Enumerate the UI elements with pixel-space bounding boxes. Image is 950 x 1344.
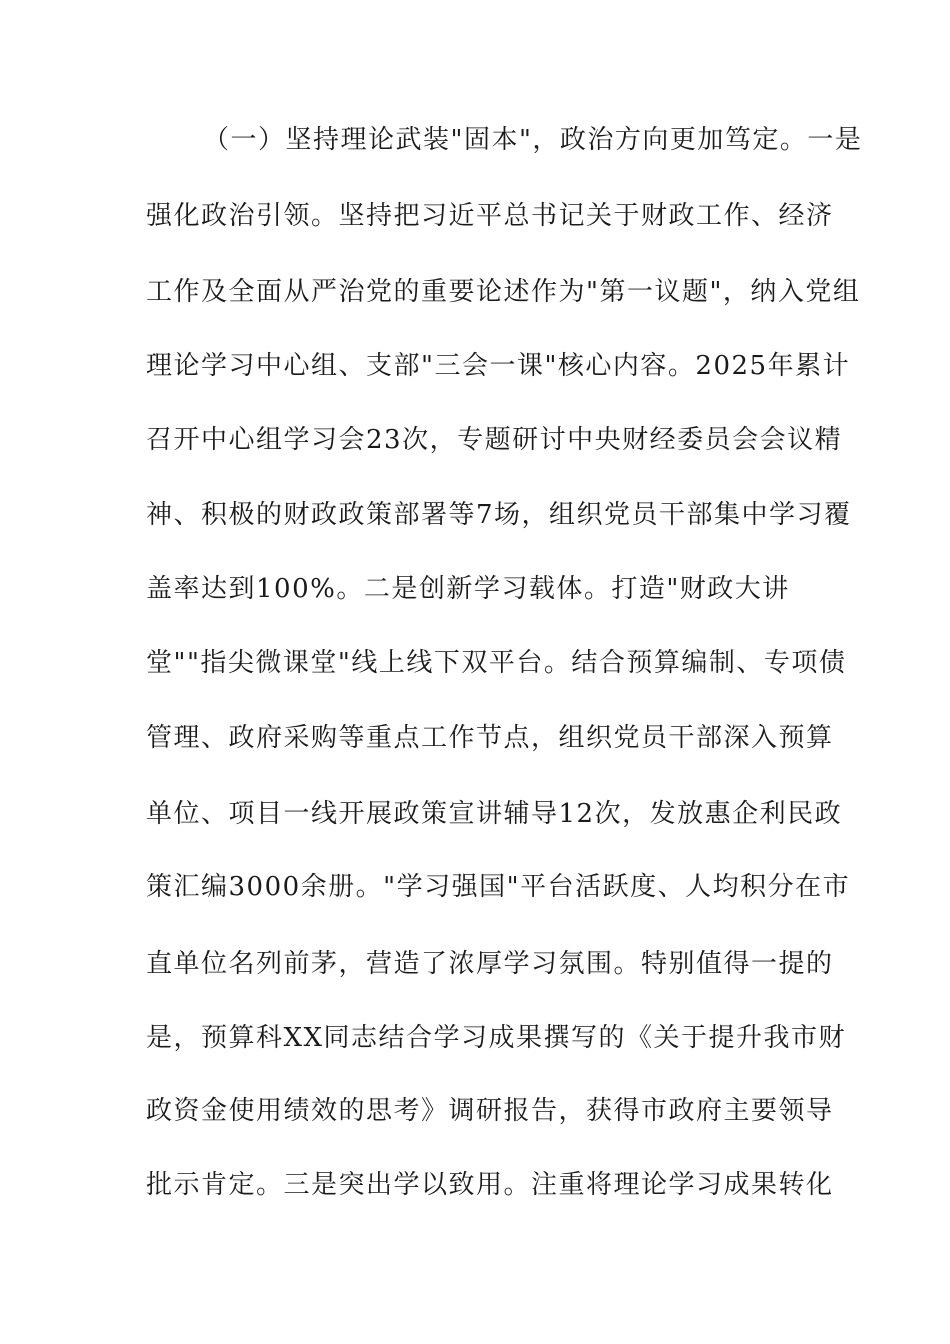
paragraph-line-12: 直单位名列前茅，营造了浓厚学习氛围。特别值得一提的 [146,949,834,979]
paragraph-line-2: 强化政治引领。坚持把习近平总书记关于财政工作、经济 [146,201,834,231]
paragraph-line-13: 是，预算科XX同志结合学习成果撰写的《关于提升我市财 [146,1023,847,1053]
paragraph-line-4: 理论学习中心组、支部"三会一课"核心内容。2025年累计 [146,351,851,381]
paragraph-line-1: （一）坚持理论武装"固本"，政治方向更加笃定。一是 [203,125,863,155]
paragraph-line-11: 策汇编3000余册。"学习强国"平台活跃度、人均积分在市 [146,872,851,902]
paragraph-line-8: 堂""指尖微课堂"线上线下双平台。结合预算编制、专项债 [146,648,847,678]
paragraph-line-3: 工作及全面从严治党的重要论述作为"第一议题"，纳入党组 [146,277,861,307]
paragraph-line-14: 政资金使用绩效的思考》调研报告，获得市政府主要领导 [146,1096,834,1126]
paragraph-line-5: 召开中心组学习会23次，专题研讨中央财经委员会会议精 [146,425,843,455]
paragraph-line-9: 管理、政府采购等重点工作节点，组织党员干部深入预算 [146,723,834,753]
paragraph-line-7: 盖率达到100%。二是创新学习载体。打造"财政大讲 [146,574,790,604]
paragraph-line-15: 批示肯定。三是突出学以致用。注重将理论学习成果转化 [146,1170,834,1200]
paragraph-line-6: 神、积极的财政政策部署等7场，组织党员干部集中学习覆 [146,500,852,530]
paragraph-line-10: 单位、项目一线开展政策宣讲辅导12次，发放惠企利民政 [146,799,843,829]
